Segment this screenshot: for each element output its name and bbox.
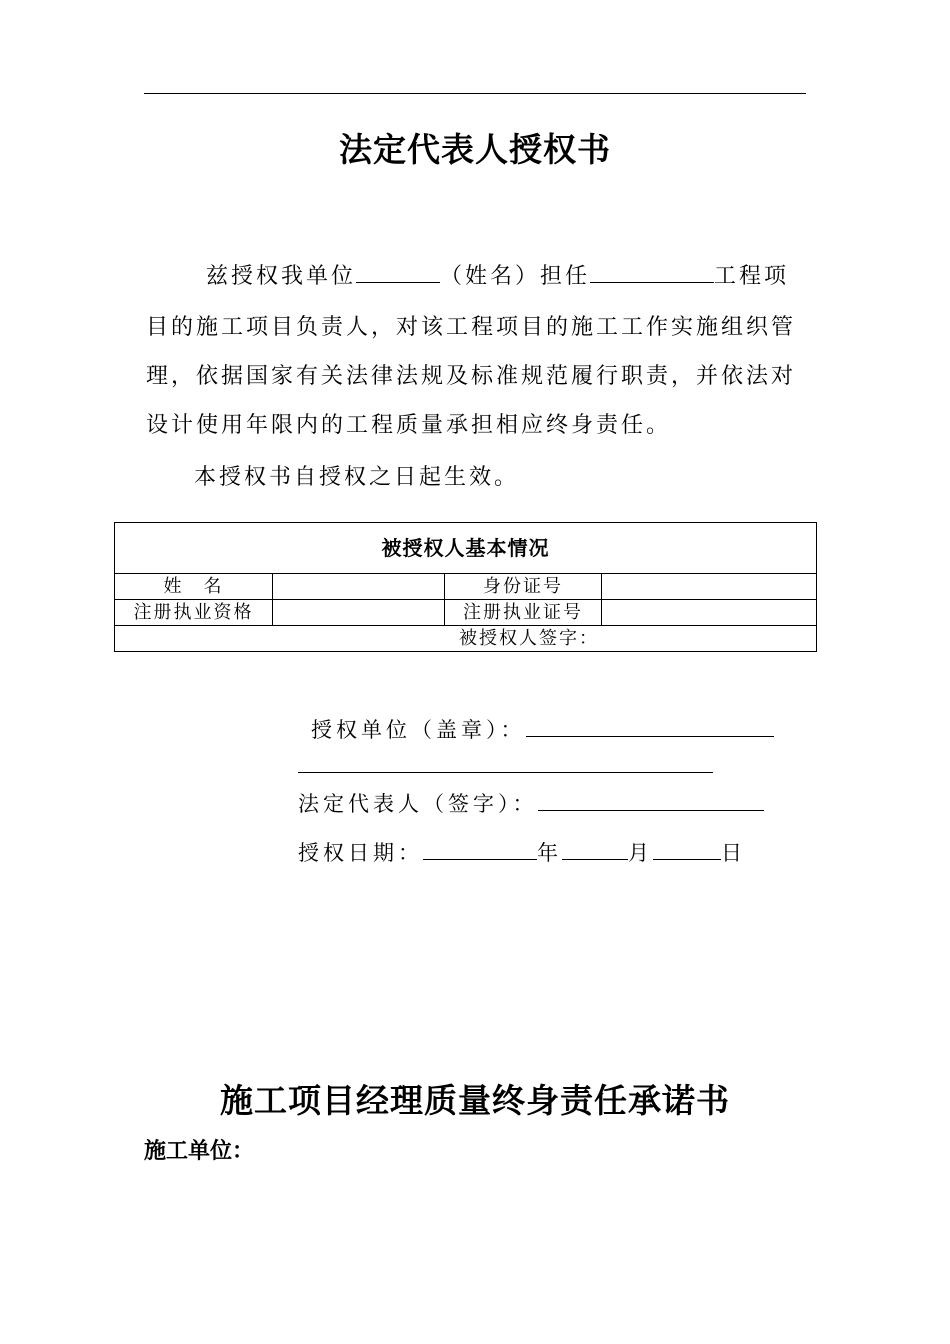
table-heading: 被授权人基本情况: [115, 523, 817, 574]
table-row: [115, 626, 817, 652]
paragraph-line-5: 本授权书自授权之日起生效。: [194, 465, 520, 490]
authorizing-unit-continuation-line[interactable]: [298, 772, 713, 773]
authorizing-unit-row: [311, 712, 774, 744]
authorizing-unit-label: 授权单位（盖章）：: [311, 718, 526, 742]
certificate-number-label: 注册执业证号: [445, 600, 602, 626]
paragraph-line-1: [206, 258, 789, 290]
id-number-label: 身份证号: [445, 574, 602, 600]
construction-unit-label: 施工单位：: [144, 1138, 255, 1164]
document-title: 法定代表人授权书: [339, 130, 611, 169]
year-label: 年: [537, 841, 562, 865]
day-label: 日: [721, 841, 746, 865]
line1-prefix: 兹授权我单位: [206, 264, 357, 289]
name-value[interactable]: [273, 574, 445, 600]
certificate-number-value[interactable]: [602, 600, 817, 626]
authorized-person-table: [114, 522, 817, 652]
day-blank[interactable]: [653, 835, 721, 860]
authorization-date-row: [298, 835, 746, 867]
name-hint: （姓名）担任: [440, 264, 591, 289]
unit-blank[interactable]: [356, 258, 440, 283]
month-label: 月: [628, 841, 653, 865]
year-blank[interactable]: [423, 835, 537, 860]
commitment-title: 施工项目经理质量终身责任承诺书: [220, 1081, 730, 1120]
project-blank[interactable]: [590, 258, 714, 283]
month-blank[interactable]: [562, 835, 628, 860]
signature-label: 被授权人签字：: [115, 626, 817, 652]
table-row: [115, 574, 817, 600]
name-label: 姓 名: [115, 574, 273, 600]
legal-rep-blank[interactable]: [538, 786, 764, 811]
paragraph-line-3: 理，依据国家有关法律法规及标准规范履行职责，并依法对: [146, 364, 797, 389]
id-number-value[interactable]: [602, 574, 817, 600]
table-row: [115, 600, 817, 626]
qualification-label: 注册执业资格: [115, 600, 273, 626]
legal-rep-label: 法定代表人（签字）：: [298, 792, 538, 816]
qualification-value[interactable]: [273, 600, 445, 626]
paragraph-line-4: 设计使用年限内的工程质量承担相应终身责任。: [146, 413, 672, 438]
paragraph-line-2: 目的施工项目负责人，对该工程项目的施工工作实施组织管: [146, 315, 797, 340]
line1-suffix: 工程项: [714, 264, 790, 289]
legal-rep-row: [298, 786, 764, 818]
date-label: 授权日期：: [298, 841, 423, 865]
authorizing-unit-blank[interactable]: [526, 712, 774, 737]
top-rule: [144, 93, 806, 94]
